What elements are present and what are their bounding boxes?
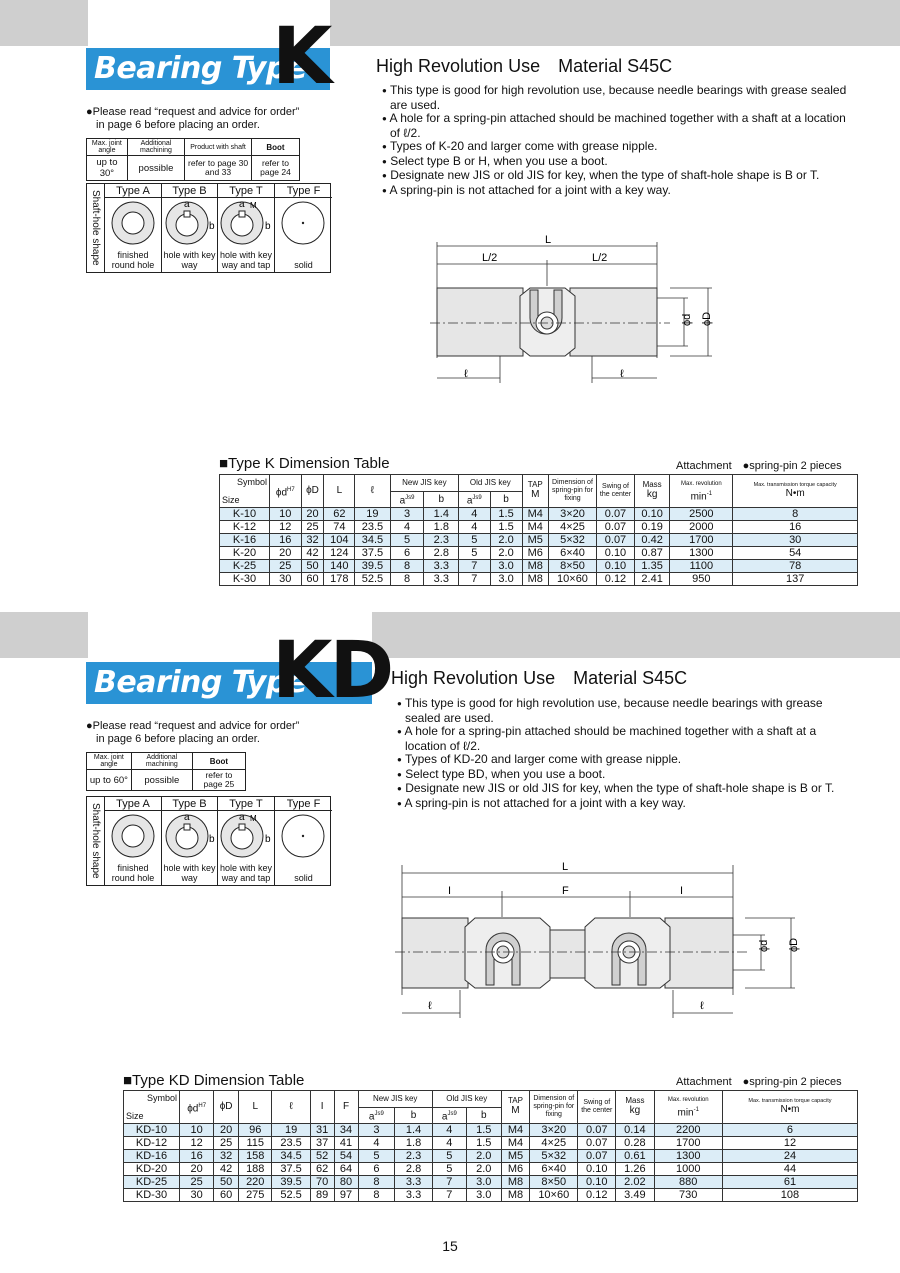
section-kd-table-title: ■Type KD Dimension Table [123,1072,305,1089]
value-cell: 0.07 [596,521,634,534]
value-cell: 42 [301,547,324,560]
table-row [220,573,858,586]
value-cell: 880 [654,1176,722,1189]
value-cell: 5 [432,1163,466,1176]
value-cell: 3×20 [548,508,596,521]
value-cell: 104 [324,534,355,547]
value-cell: 0.12 [596,573,634,586]
svg-text:a: a [239,199,245,210]
table-row [124,1163,858,1176]
value-cell: 31 [310,1124,334,1137]
value-cell: 34.5 [355,534,390,547]
section-kd-readme: ●Please read “request and advice for order” in page 6 before placing an order. [86,720,300,745]
value-cell: 74 [324,521,355,534]
value-cell: 5×32 [530,1150,578,1163]
svg-text:L/2: L/2 [482,252,498,264]
value-cell: 12 [180,1137,214,1150]
size-cell: KD-25 [124,1176,180,1189]
section-k-table-title: ■Type K Dimension Table [219,455,390,472]
svg-text:b: b [209,221,215,232]
section-kd-dimension-table: Symbol Size $\phi d^{H7}$ ϕD L ℓ I F New JIS key Old JIS key TAP M Dimension of spring-pin for fixing Swing of the center Mass kg Max. revolution $\min^{-1}$ Max. transmission torque capacity N•m $a^{Js9}$ b $a^{Js9}$ b KD-10 10 20 96 19 31 34 3 1.4 4 1.5 M4 3×20 0.07 0.14 2200 6 KD-12 12 25 115 23.5 37 41 4 1.8 4 1.5 M4 4×25 0.07 0.28 1700 12 KD-16 16 32 158 34.5 52 54 5 2.3 5 2.0 M5 5×32 0.07 0.61 1300 24 KD-20 20 42 188 37.5 62 64 6 2.8 5 2.0 M6 6×40 0.10 1.26 1000 44 KD-25 25 50 220 39.5 70 80 8 3.3 7 3.0 M8 8×50 0.10 2.02 880 61 KD-30 30 60 275 52.5 89 97 8 3.3 7 3.0 M8 10×60 0.12 3.49 730 108 [123,1090,858,1202]
value-cell: 97 [334,1189,358,1202]
value-cell: 2.41 [634,573,669,586]
value-cell: 0.61 [616,1150,654,1163]
value-cell: 61 [722,1176,857,1189]
value-cell: 3.0 [490,560,522,573]
value-cell: 0.14 [616,1124,654,1137]
value-cell: 2.02 [616,1176,654,1189]
section-k-readme: ●Please read “request and advice for order” in page 6 before placing an order. [86,106,300,131]
value-cell: 50 [301,560,324,573]
value-cell: 5 [390,534,424,547]
section-k-notes: ● This type is good for high revolution use, because needle bearings with grease sealed are used. ● A hole for a spring-pin attached should be machined together with a shaft at a location of ℓ/2. ● Types of K-20 and larger come with grease nipple. ● Select type B or H, when you use a boot. ● Designate new JIS or old JIS for key, when the type of shaft-hole shape is B or T. ● A spring-pin is not attached for a joint with a key way. [382,83,847,197]
section-k-joint-drawing [420,228,720,388]
value-cell: 12 [270,521,302,534]
value-cell: 1.4 [395,1124,433,1137]
value-cell: 25 [180,1176,214,1189]
value-cell: 50 [214,1176,239,1189]
value-cell: 108 [722,1189,857,1202]
section-kd-title: Bearing Type [86,662,372,704]
value-cell: 137 [733,573,858,586]
size-cell: KD-16 [124,1150,180,1163]
size-cell: K-20 [220,547,270,560]
value-cell: 7 [459,573,490,586]
value-cell: 8×50 [548,560,596,573]
value-cell: 140 [324,560,355,573]
value-cell: 70 [310,1176,334,1189]
value-cell: 39.5 [272,1176,310,1189]
value-cell: 0.28 [616,1137,654,1150]
value-cell: 20 [214,1124,239,1137]
value-cell: 158 [239,1150,272,1163]
svg-text:ℓ: ℓ [428,1000,432,1012]
value-cell: 1.8 [424,521,459,534]
size-cell: K-30 [220,573,270,586]
value-cell: 19 [355,508,390,521]
svg-text:L/2: L/2 [592,252,608,264]
value-cell: 1700 [654,1137,722,1150]
value-cell: 950 [670,573,733,586]
value-cell: 3 [390,508,424,521]
value-cell: 64 [334,1163,358,1176]
value-cell: M4 [501,1137,530,1150]
value-cell: 34 [334,1124,358,1137]
value-cell: 8×50 [530,1176,578,1189]
value-cell: 3.3 [395,1189,433,1202]
svg-text:L: L [545,234,552,246]
value-cell: 1100 [670,560,733,573]
value-cell: 6×40 [530,1163,578,1176]
value-cell: 37.5 [272,1163,310,1176]
table-row [124,1150,858,1163]
svg-text:ϕD: ϕD [788,937,800,952]
value-cell: 115 [239,1137,272,1150]
value-cell: 1.5 [490,508,522,521]
value-cell: 1000 [654,1163,722,1176]
value-cell: M5 [501,1150,530,1163]
value-cell: 0.12 [578,1189,616,1202]
value-cell: 6 [722,1124,857,1137]
value-cell: 62 [324,508,355,521]
size-cell: KD-20 [124,1163,180,1176]
value-cell: 32 [301,534,324,547]
value-cell: 16 [733,521,858,534]
svg-text:ℓ: ℓ [620,368,624,380]
value-cell: 1300 [654,1150,722,1163]
value-cell: 37 [310,1137,334,1150]
value-cell: 30 [270,573,302,586]
value-cell: 2500 [670,508,733,521]
value-cell: M8 [501,1189,530,1202]
value-cell: 3.0 [466,1189,501,1202]
value-cell: 1.5 [466,1137,501,1150]
value-cell: 30 [180,1189,214,1202]
table-row [220,534,858,547]
value-cell: 4×25 [530,1137,578,1150]
solid-shaft-icon [275,198,332,248]
table-row [124,1124,858,1137]
value-cell: 3.49 [616,1189,654,1202]
svg-text:I: I [680,885,684,897]
svg-text:b: b [265,834,271,845]
table-row [124,1176,858,1189]
value-cell: 4 [432,1137,466,1150]
value-cell: M4 [522,521,548,534]
value-cell: 1.5 [466,1124,501,1137]
value-cell: 25 [301,521,324,534]
size-cell: KD-30 [124,1189,180,1202]
section-k-title: Bearing Type [86,48,330,90]
value-cell: 4×25 [548,521,596,534]
value-cell: 3.0 [490,573,522,586]
svg-text:a: a [239,812,245,823]
value-cell: 0.10 [578,1176,616,1189]
value-cell: 41 [334,1137,358,1150]
value-cell: 6×40 [548,547,596,560]
value-cell: 2.0 [490,534,522,547]
size-cell: K-12 [220,521,270,534]
value-cell: 2000 [670,521,733,534]
key-way-icon [162,198,218,248]
value-cell: 44 [722,1163,857,1176]
section-k-letter: K [272,12,330,102]
value-cell: 5 [459,547,490,560]
value-cell: M8 [522,573,548,586]
value-cell: 7 [432,1176,466,1189]
value-cell: 20 [301,508,324,521]
value-cell: M8 [522,560,548,573]
svg-text:M: M [250,201,257,210]
value-cell: 25 [270,560,302,573]
value-cell: 23.5 [355,521,390,534]
section-kd-attachment: Attachment ●spring-pin 2 pieces [676,1076,842,1088]
value-cell: M6 [522,547,548,560]
value-cell: 3.0 [466,1176,501,1189]
value-cell: 78 [733,560,858,573]
value-cell: 1.5 [490,521,522,534]
value-cell: 8 [390,560,424,573]
value-cell: 2200 [654,1124,722,1137]
svg-text:M: M [250,814,257,823]
svg-text:ℓ: ℓ [700,1000,704,1012]
value-cell: 3.3 [424,573,459,586]
value-cell: 0.07 [578,1137,616,1150]
value-cell: 32 [214,1150,239,1163]
svg-text:L: L [562,861,569,873]
svg-text:ϕD: ϕD [701,311,713,326]
value-cell: 10×60 [530,1189,578,1202]
value-cell: 5×32 [548,534,596,547]
svg-text:a: a [184,199,190,210]
value-cell: 42 [214,1163,239,1176]
key-way-tap-icon [218,811,275,861]
size-cell: K-16 [220,534,270,547]
section-kd-joint-drawing [390,855,810,1025]
size-cell: KD-10 [124,1124,180,1137]
value-cell: 6 [390,547,424,560]
value-cell: 60 [301,573,324,586]
value-cell: 34.5 [272,1150,310,1163]
value-cell: 5 [459,534,490,547]
value-cell: 10 [180,1124,214,1137]
size-cell: K-25 [220,560,270,573]
value-cell: 7 [432,1189,466,1202]
section-kd-letter: KD [272,626,392,716]
svg-text:I: I [448,885,452,897]
value-cell: 124 [324,547,355,560]
value-cell: 62 [310,1163,334,1176]
value-cell: 0.42 [634,534,669,547]
value-cell: 8 [390,573,424,586]
value-cell: 730 [654,1189,722,1202]
section-k-dimension-table: Symbol Size $\phi d^{H7}$ ϕD L ℓ New JIS key Old JIS key TAP M Dimension of spring-pin for fixing Swing of the center Mass kg Max. revolution $\min^{-1}$ Max. transmission torque capacity N•m $a^{Js9}$ b $a^{Js9}$ b K-10 10 20 62 19 3 1.4 4 1.5 M4 3×20 0.07 0.10 2500 8 K-12 12 25 74 23.5 4 1.8 4 1.5 M4 4×25 0.07 0.19 2000 16 K-16 16 32 104 34.5 5 2.3 5 2.0 M5 5×32 0.07 0.42 1700 30 K-20 20 42 124 37.5 6 2.8 5 2.0 M6 6×40 0.10 0.87 1300 54 K-25 25 50 140 39.5 8 3.3 7 3.0 M8 8×50 0.10 1.35 1100 78 K-30 30 60 178 52.5 8 3.3 7 3.0 M8 10×60 0.12 2.41 950 137 [219,474,858,586]
value-cell: 54 [334,1150,358,1163]
value-cell: 37.5 [355,547,390,560]
value-cell: 24 [722,1150,857,1163]
value-cell: 1.35 [634,560,669,573]
value-cell: 1.26 [616,1163,654,1176]
value-cell: 8 [358,1189,395,1202]
value-cell: 3.3 [395,1176,433,1189]
section-k-shaft-shapes: Shaft-hole shape Type A finished round hole Type B a b hole with key way Type T a M b hole with key way and tap Type F solid [86,183,331,273]
value-cell: 0.87 [634,547,669,560]
value-cell: M4 [501,1124,530,1137]
page-number: 15 [442,1238,458,1254]
value-cell: 52.5 [272,1189,310,1202]
key-way-icon [162,811,218,861]
svg-text:ϕd: ϕd [758,939,770,952]
value-cell: 25 [214,1137,239,1150]
svg-text:ℓ: ℓ [464,368,468,380]
value-cell: 52 [310,1150,334,1163]
svg-text:b: b [209,834,215,845]
value-cell: 3 [358,1124,395,1137]
value-cell: 30 [733,534,858,547]
section-k-attachment: Attachment ●spring-pin 2 pieces [676,460,842,472]
value-cell: 12 [722,1137,857,1150]
value-cell: M4 [522,508,548,521]
value-cell: 1700 [670,534,733,547]
value-cell: 0.07 [578,1124,616,1137]
value-cell: 0.10 [596,560,634,573]
round-hole-icon [105,811,162,861]
size-cell: KD-12 [124,1137,180,1150]
value-cell: 52.5 [355,573,390,586]
value-cell: 275 [239,1189,272,1202]
value-cell: 60 [214,1189,239,1202]
svg-text:a: a [184,812,190,823]
value-cell: 3×20 [530,1124,578,1137]
value-cell: 96 [239,1124,272,1137]
value-cell: 2.3 [395,1150,433,1163]
value-cell: 2.0 [490,547,522,560]
value-cell: 2.3 [424,534,459,547]
value-cell: M8 [501,1176,530,1189]
table-row [220,560,858,573]
value-cell: 0.07 [596,508,634,521]
value-cell: 7 [459,560,490,573]
value-cell: 0.10 [596,547,634,560]
value-cell: 1.8 [395,1137,433,1150]
value-cell: 8 [733,508,858,521]
section-kd-notes: ● This type is good for high revolution use, because needle bearings with grease sealed are used. ● A hole for a spring-pin attached should be machined together with a shaft at a location of ℓ/2. ● Types of KD-20 and larger come with grease nipple. ● Select type BD, when you use a boot. ● Designate new JIS or old JIS for key, when the type of shaft-hole shape is B or T. ● A spring-pin is not attached for a joint with a key way. [397,696,835,810]
value-cell: 0.19 [634,521,669,534]
value-cell: M6 [501,1163,530,1176]
key-way-tap-icon [218,198,275,248]
svg-text:b: b [265,221,271,232]
value-cell: 23.5 [272,1137,310,1150]
value-cell: 10 [270,508,302,521]
value-cell: 20 [270,547,302,560]
section-kd-spec-table: Max. joint angle Additional machining Boot up to 60° possible refer to page 25 [86,752,246,791]
section-k-spec-table: Max. joint angle Additional machining Product with shaft Boot up to 30° possible refer to page 30 and 33 refer to page 24 [86,138,300,181]
value-cell: 0.07 [578,1150,616,1163]
value-cell: 5 [432,1150,466,1163]
value-cell: 0.10 [578,1163,616,1176]
size-cell: K-10 [220,508,270,521]
value-cell: 1300 [670,547,733,560]
value-cell: 0.10 [634,508,669,521]
value-cell: 1.4 [424,508,459,521]
value-cell: 4 [358,1137,395,1150]
value-cell: 4 [390,521,424,534]
value-cell: 4 [459,508,490,521]
value-cell: 188 [239,1163,272,1176]
value-cell: 3.3 [424,560,459,573]
value-cell: 2.0 [466,1150,501,1163]
value-cell: 19 [272,1124,310,1137]
value-cell: 4 [432,1124,466,1137]
value-cell: 0.07 [596,534,634,547]
round-hole-icon [105,198,162,248]
section-k-subhead: High Revolution Use Material S45C [376,56,673,76]
value-cell: 80 [334,1176,358,1189]
value-cell: 8 [358,1176,395,1189]
svg-text:F: F [562,885,569,897]
value-cell: 16 [270,534,302,547]
table-row [220,521,858,534]
table-row [220,547,858,560]
value-cell: 16 [180,1150,214,1163]
value-cell: 54 [733,547,858,560]
value-cell: 4 [459,521,490,534]
value-cell: 10×60 [548,573,596,586]
table-row [124,1189,858,1202]
value-cell: 20 [180,1163,214,1176]
svg-text:ϕd: ϕd [681,313,693,326]
value-cell: 5 [358,1150,395,1163]
value-cell: 220 [239,1176,272,1189]
section-kd-subhead: High Revolution Use Material S45C [391,668,688,688]
value-cell: 39.5 [355,560,390,573]
value-cell: M5 [522,534,548,547]
value-cell: 2.8 [424,547,459,560]
value-cell: 178 [324,573,355,586]
table-row [124,1137,858,1150]
value-cell: 2.0 [466,1163,501,1176]
value-cell: 6 [358,1163,395,1176]
table-row [220,508,858,521]
value-cell: 89 [310,1189,334,1202]
value-cell: 2.8 [395,1163,433,1176]
solid-shaft-icon [275,811,332,861]
section-kd-shaft-shapes: Shaft-hole shape Type A finished round hole Type B a b hole with key way Type T a M b hole with key way and tap Type F solid [86,796,331,886]
